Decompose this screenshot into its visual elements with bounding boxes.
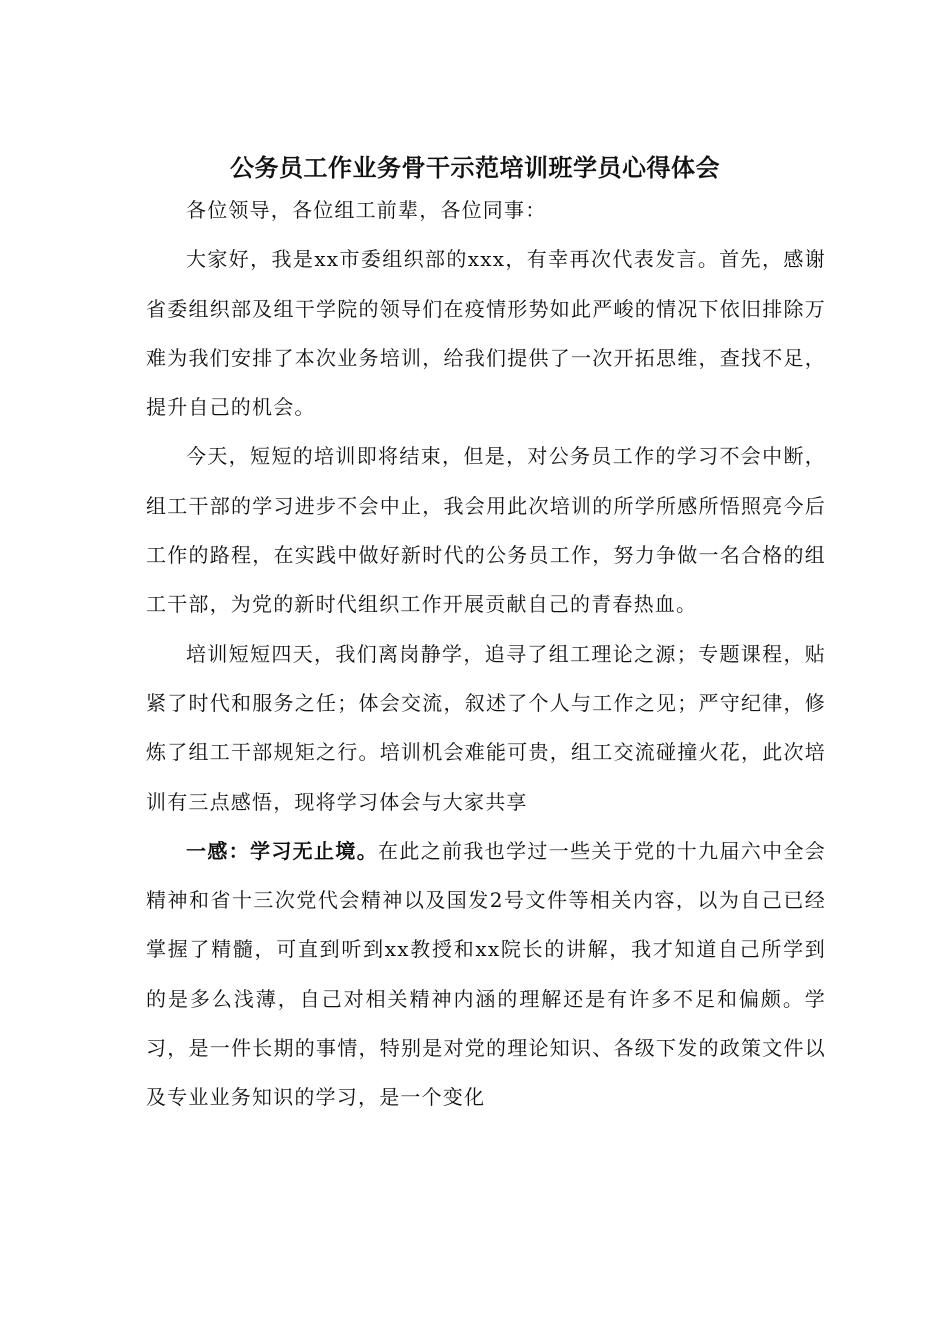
section-one-heading: 一感：学习无止境。 [186, 838, 379, 863]
paragraph-section-one [146, 827, 826, 1123]
paragraph-training-summary: 培训短短四天，我们离岗静学，追寻了组工理论之源；专题课程，贴紧了时代和服务之任；体会交流，叙述了个人与工作之见；严守纪律，修炼了组工干部规矩之行。培训机会难能可贵，组工交流碰撞火花，此次培训有三点感悟，现将学习体会与大家共享 [146, 641, 826, 814]
greeting-line: 各位领导，各位组工前辈，各位同事： [186, 198, 547, 222]
document-body [146, 186, 826, 1123]
paragraph-intro: 大家好，我是xx市委组织部的xxx，有幸再次代表发言。首先，感谢省委组织部及组干学院的领导们在疫情形势如此严峻的情况下依旧排除万难为我们安排了本次业务培训，给我们提供了一次开拓思维，查找不足，提升自己的机会。 [146, 247, 826, 420]
section-one-text: 在此之前我也学过一些关于党的十九届六中全会精神和省十三次党代会精神以及国发2号文件等相关内容，以为自己已经掌握了精髓，可直到听到xx教授和xx院长的讲解，我才知道自己所学到的是多么浅薄，自己对相关精神内涵的理解还是有许多不足和偏颇。学习，是一件长期的事情，特别是对党的理论知识、各级下发的政策文件以及专业业务知识的学习，是一个变化 [146, 838, 826, 1110]
document-title: 公务员工作业务骨干示范培训班学员心得体会 [230, 153, 720, 182]
paragraph-commitment: 今天，短短的培训即将结束，但是，对公务员工作的学习不会中断，组工干部的学习进步不会中止，我会用此次培训的所学所感所悟照亮今后工作的路程，在实践中做好新时代的公务员工作，努力争做一名合格的组工干部，为党的新时代组织工作开展贡献自己的青春热血。 [146, 444, 826, 617]
